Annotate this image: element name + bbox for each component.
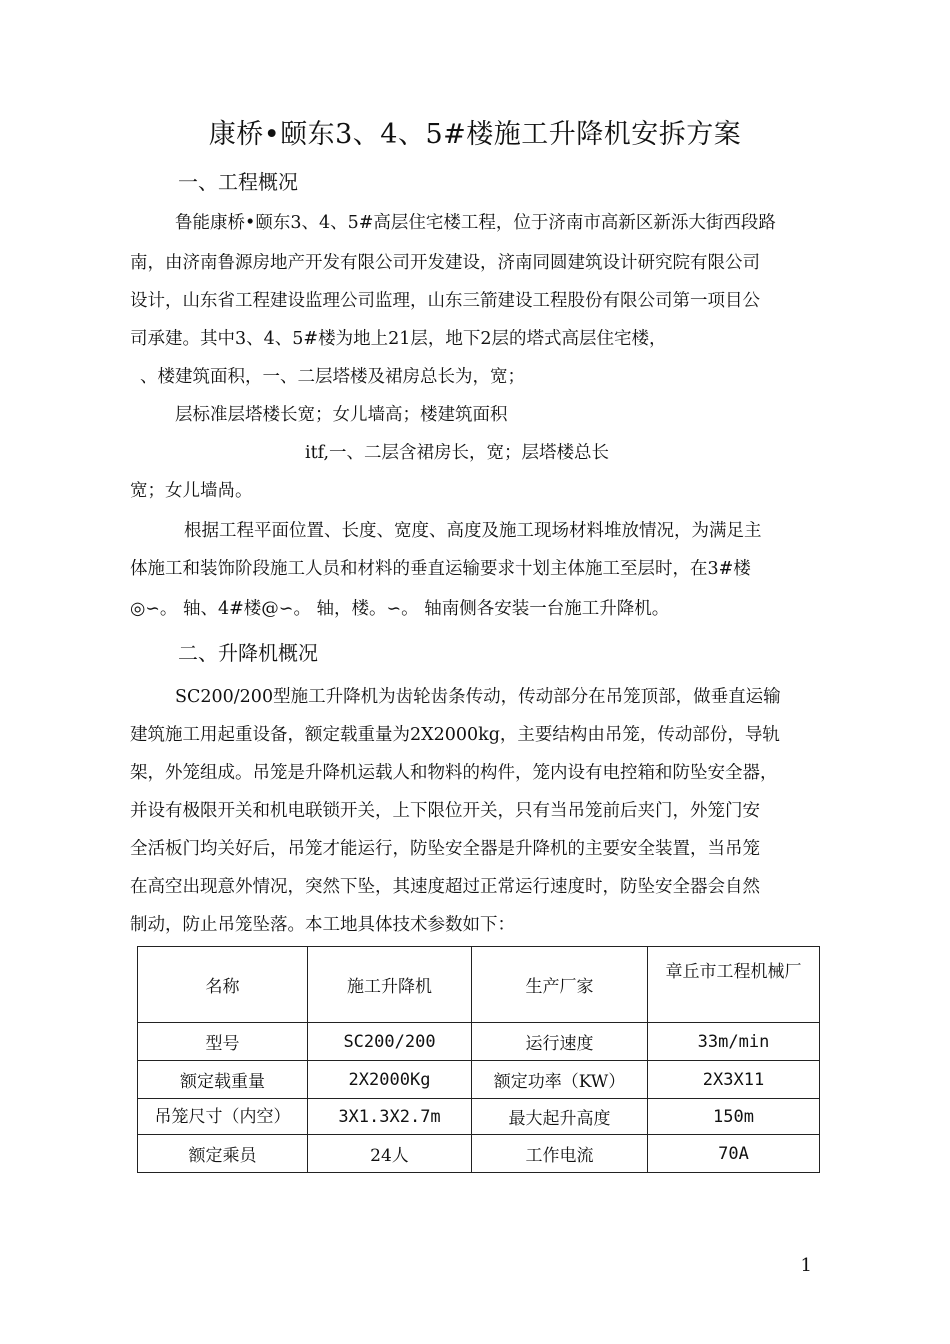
table-cell: 2X2000Kg [308, 1061, 472, 1099]
section-heading-lift: 二、升降机概况 [178, 641, 318, 665]
text-line: 根据工程平面位置、长度、宽度、高度及施工现场材料堆放情况，为满足主 [184, 521, 762, 541]
text-line: ◎∽。 轴、4#楼@∽。 轴，楼。∽。 轴南侧各安装一台施工升降机。 [130, 599, 670, 619]
text-line: 司承建。其中3、4、5#楼为地上21层，地下2层的塔式高层住宅楼， [130, 329, 667, 349]
table-cell: 最大起升高度 [472, 1099, 648, 1135]
table-cell: 型号 [138, 1023, 308, 1061]
text-line: 南，由济南鲁源房地产开发有限公司开发建设，济南同圆建筑设计研究院有限公司 [130, 253, 760, 273]
text-line: 并设有极限开关和机电联锁开关，上下限位开关，只有当吊笼前后夹门，外笼门安 [130, 801, 760, 821]
table-row [138, 1023, 820, 1061]
page-title: 康桥•颐东3、4、5#楼施工升降机安拆方案 [208, 119, 742, 150]
section-heading-overview: 一、工程概况 [178, 170, 298, 194]
table-cell: 运行速度 [472, 1023, 648, 1061]
text-line: 、楼建筑面积，一、二层塔楼及裙房总长为，宽； [140, 367, 525, 387]
table-cell: 名称 [138, 947, 308, 1023]
table-cell: 生产厂家 [472, 947, 648, 1023]
table-cell: SC200/200 [308, 1023, 472, 1061]
table-cell: 70A [648, 1135, 820, 1173]
table-row [138, 1099, 820, 1135]
text-line: 设计，山东省工程建设监理公司监理，山东三箭建设工程股份有限公司第一项目公 [130, 291, 760, 311]
table-cell: 章丘市工程机械厂 [648, 947, 820, 1023]
table-cell: 吊笼尺寸（内空） [138, 1099, 308, 1135]
page-number: 1 [800, 1255, 812, 1276]
table-cell: 额定乘员 [138, 1135, 308, 1173]
table-cell: 施工升降机 [308, 947, 472, 1023]
table-row [138, 1061, 820, 1099]
text-line: 架，外笼组成。吊笼是升降机运载人和物料的构件，笼内设有电控箱和防坠安全器， [130, 763, 778, 783]
table-cell: 33m/min [648, 1023, 820, 1061]
table-cell: 3X1.3X2.7m [308, 1099, 472, 1135]
text-line: itf,一、二层含裙房长，宽；层塔楼总长 [305, 443, 610, 463]
table-cell: 额定载重量 [138, 1061, 308, 1099]
table-row [138, 947, 820, 1023]
table-row [138, 1135, 820, 1173]
table-cell: 24人 [308, 1135, 472, 1173]
text-line: 制动，防止吊笼坠落。本工地具体技术参数如下： [130, 915, 515, 935]
text-line: SC200/200型施工升降机为齿轮齿条传动，传动部分在吊笼顶部，做垂直运输 [175, 687, 781, 707]
table-cell: 额定功率（KW） [472, 1061, 648, 1099]
text-line: 在高空出现意外情况，突然下坠，其速度超过正常运行速度时，防坠安全器会自然 [130, 877, 760, 897]
text-line: 全活板门均关好后，吊笼才能运行，防坠安全器是升降机的主要安全装置，当吊笼 [130, 839, 760, 859]
text-line: 鲁能康桥•颐东3、4、5#高层住宅楼工程，位于济南市高新区新泺大街西段路 [175, 213, 776, 233]
text-line: 层标准层塔楼长宽；女儿墙高；楼建筑面积 [175, 405, 508, 425]
table-cell: 2X3X11 [648, 1061, 820, 1099]
text-line: 体施工和装饰阶段施工人员和材料的垂直运输要求十划主体施工至层时，在3#楼 [130, 559, 751, 579]
table-cell: 工作电流 [472, 1135, 648, 1173]
spec-table [137, 946, 820, 1173]
table-cell: 150m [648, 1099, 820, 1135]
text-line: 建筑施工用起重设备，额定载重量为2X2000kg，主要结构由吊笼，传动部份，导轨 [130, 725, 780, 745]
text-line: 宽；女儿墙咼。 [130, 481, 253, 501]
